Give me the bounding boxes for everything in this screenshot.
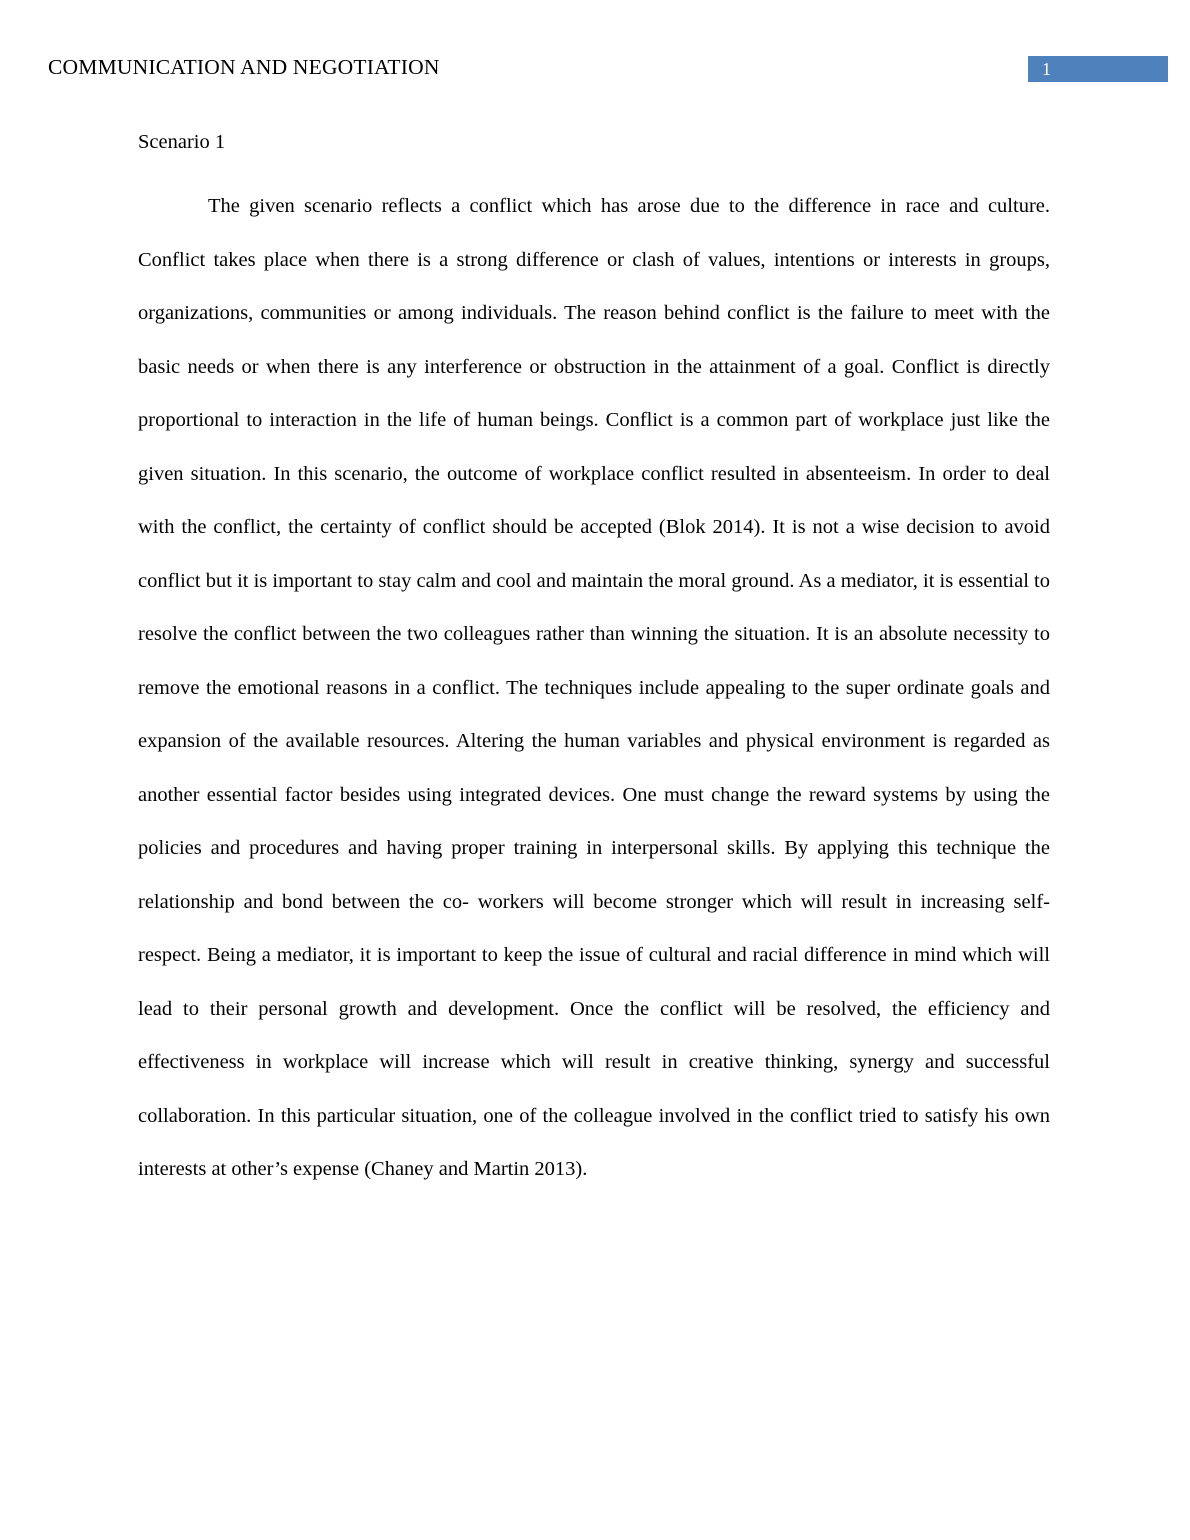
page-header	[0, 52, 1190, 84]
section-heading: Scenario 1	[138, 131, 226, 153]
running-head: COMMUNICATION AND NEGOTIATION	[48, 55, 440, 79]
page-number-highlight	[1028, 56, 1168, 82]
document-body	[138, 128, 1050, 1197]
body-paragraph: The given scenario reflects a conflict which has arose due to the difference in race and culture. Conflict takes place when there is a strong difference or clash of values, intentions or interests in groups, organizations, communities or among individuals. The reason behind conflict is the failure to meet with the basic needs or when there is any interference or obstruction in the attainment of a goal. Conflict is directly proportional to interaction in the life of human beings. Conflict is a common part of workplace just like the given situation. In this scenario, the outcome of workplace conflict resulted in absenteeism. In order to deal with the conflict, the certainty of conflict should be accepted (Blok 2014). It is not a wise decision to avoid conflict but it is important to stay calm and cool and maintain the moral ground. As a mediator, it is essential to resolve the conflict between the two colleagues rather than winning the situation. It is an absolute necessity to remove the emotional reasons in a conflict. The techniques include appealing to the super ordinate goals and expansion of the available resources. Altering the human variables and physical environment is regarded as another essential factor besides using integrated devices. One must change the reward systems by using the policies and procedures and having proper training in interpersonal skills. By applying this technique the relationship and bond between the co- workers will become stronger which will result in increasing self- respect. Being a mediator, it is important to keep the issue of cultural and racial difference in mind which will lead to their personal growth and development. Once the conflict will be resolved, the efficiency and effectiveness in workplace will increase which will result in creative thinking, synergy and successful collaboration. In this particular situation, one of the colleague involved in the conflict tried to satisfy his own interests at other’s expense (Chaney and Martin 2013).	[138, 195, 1050, 1180]
page-number: 1	[1042, 59, 1051, 79]
